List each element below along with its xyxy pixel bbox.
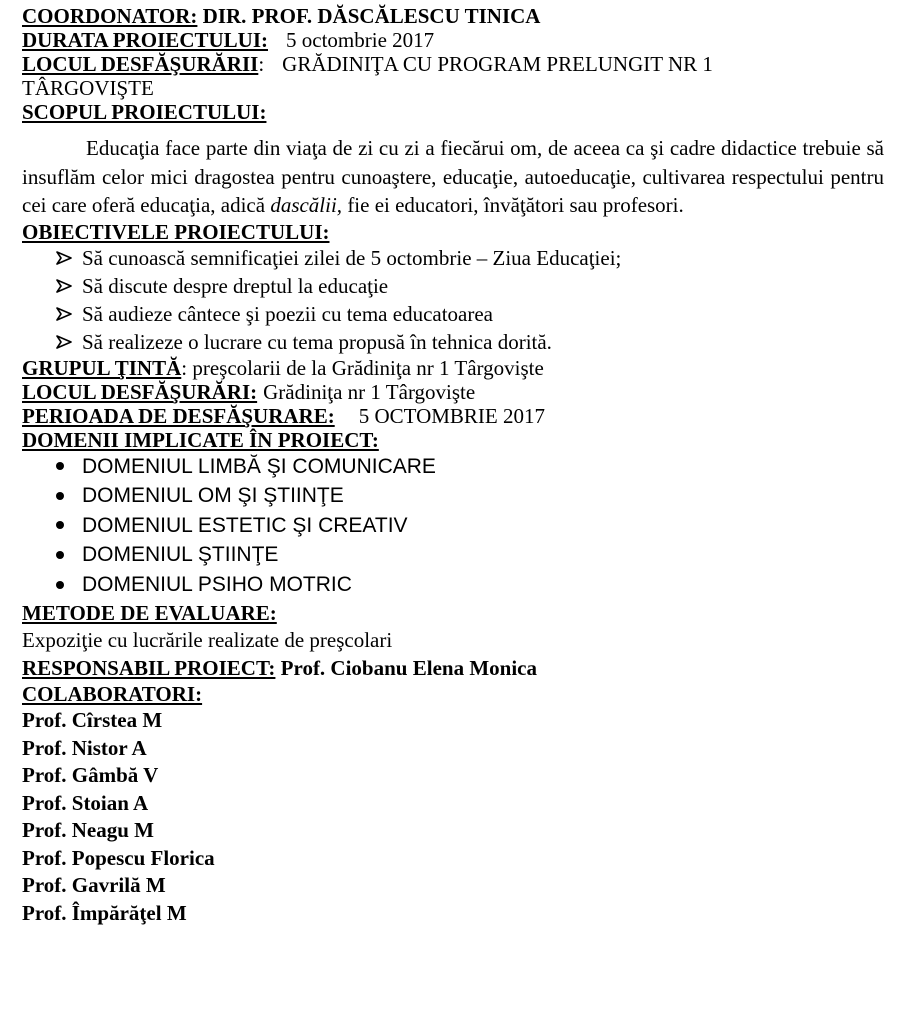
scope-paragraph [22, 134, 890, 220]
scope-text-italic: dascălii, [270, 193, 343, 217]
dot-bullet-icon [56, 540, 74, 570]
domains-list [22, 452, 890, 600]
location-value-line1: GRĂDINIŢA CU PROGRAM PRELUNGIT NR 1 [282, 52, 713, 76]
collaborator-name: Prof. Nistor A [22, 735, 147, 760]
period-value: 5 OCTOMBRIE 2017 [358, 403, 545, 428]
dot-bullet-icon [56, 452, 74, 482]
duration-value: 5 octombrie 2017 [286, 28, 435, 52]
objective-item: Să audieze cântece şi poezii cu tema educatoarea [22, 300, 890, 328]
period-label: PERIOADA DE DESFĂŞURARE: [22, 403, 335, 428]
collaborator-name: Prof. Neagu M [22, 818, 154, 843]
collaborators-label: COLABORATORI: [22, 682, 203, 707]
responsible-label: RESPONSABIL PROIECT: [22, 656, 276, 681]
domain-item: DOMENIUL ESTETIC ŞI CREATIV [22, 511, 890, 541]
duration-label: DURATA PROIECTULUI: [22, 28, 268, 52]
dot-bullet-icon [56, 511, 74, 541]
objective-item: Să realizeze o lucrare cu tema propusă în tehnica dorită. [22, 328, 890, 356]
evaluation-label: METODE DE EVALUARE: [22, 601, 277, 626]
objectives-heading [22, 220, 890, 244]
target-group-value: : preşcolarii de la Grădiniţa nr 1 Târgovişte [181, 355, 544, 380]
evaluation-heading [22, 601, 890, 625]
dot-bullet-icon [56, 570, 74, 600]
responsible-line [22, 655, 890, 681]
evaluation-value: Expoziţie cu lucrările realizate de preşcolari [22, 628, 393, 653]
arrow-bullet-icon [56, 328, 74, 356]
domains-heading [22, 428, 890, 452]
scope-text-before: Educaţia face parte din viaţa de zi cu zi a fiecărui om, de aceea ca şi cadre didactice trebuie să insuflăm celor mici dragostea pentru cunoaştere, educaţie, autoeducaţie, cultivarea respectului pentru cei care oferă educaţia, adică [22, 136, 884, 217]
target-group-line [22, 356, 890, 380]
domain-item: DOMENIUL ŞTIINŢE [22, 540, 890, 570]
objectives-list [22, 244, 890, 356]
domain-item: DOMENIUL PSIHO MOTRIC [22, 570, 890, 600]
collaborator-name: Prof. Gavrilă M [22, 873, 166, 898]
collaborator-name: Prof. Gâmbă V [22, 763, 159, 788]
location2-value: Grădiniţa nr 1 Târgovişte [263, 379, 476, 404]
domain-item: DOMENIUL LIMBĂ ŞI COMUNICARE [22, 452, 890, 482]
collaborator-name: Prof. Cîrstea M [22, 708, 163, 733]
arrow-bullet-icon [56, 300, 74, 328]
arrow-bullet-icon [56, 272, 74, 300]
domains-label: DOMENII IMPLICATE ÎN PROIECT: [22, 427, 379, 452]
location-label: LOCUL DESFĂŞURĂRII [22, 52, 259, 76]
objective-item: Să cunoască semnificaţiei zilei de 5 octombrie – Ziua Educaţiei; [22, 244, 890, 272]
collaborator-name: Prof. Stoian A [22, 790, 149, 815]
scope-label: SCOPUL PROIECTULUI: [22, 100, 267, 124]
location2-label: LOCUL DESFĂŞURĂRI: [22, 379, 258, 404]
scope-heading [22, 100, 890, 124]
arrow-bullet-icon [56, 244, 74, 272]
coordinator-value: DIR. PROF. DĂSCĂLESCU TINICA [202, 4, 541, 28]
location-line [22, 52, 890, 76]
location2-line [22, 380, 890, 404]
collaborator-name: Prof. Popescu Florica [22, 845, 215, 870]
collaborators-list [22, 707, 890, 927]
responsible-value: Prof. Ciobanu Elena Monica [280, 656, 537, 681]
duration-line [22, 28, 890, 52]
coordinator-line [22, 4, 890, 28]
objectives-label: OBIECTIVELE PROIECTULUI: [22, 219, 330, 244]
domain-item: DOMENIUL OM ŞI ŞTIINŢE [22, 481, 890, 511]
collaborators-heading [22, 681, 890, 707]
location-separator: : [258, 52, 265, 76]
location-value-line2: TÂRGOVIŞTE [22, 76, 154, 100]
dot-bullet-icon [56, 481, 74, 511]
document-page [22, 4, 890, 927]
coordinator-label: COORDONATOR: [22, 4, 198, 28]
collaborator-name: Prof. Împărăţel M [22, 900, 187, 925]
objective-item: Să discute despre dreptul la educaţie [22, 272, 890, 300]
target-group-label: GRUPUL ŢINTĂ [22, 355, 182, 380]
scope-text-after: fie ei educatori, învăţători sau profesori. [342, 193, 684, 217]
period-line [22, 404, 890, 428]
